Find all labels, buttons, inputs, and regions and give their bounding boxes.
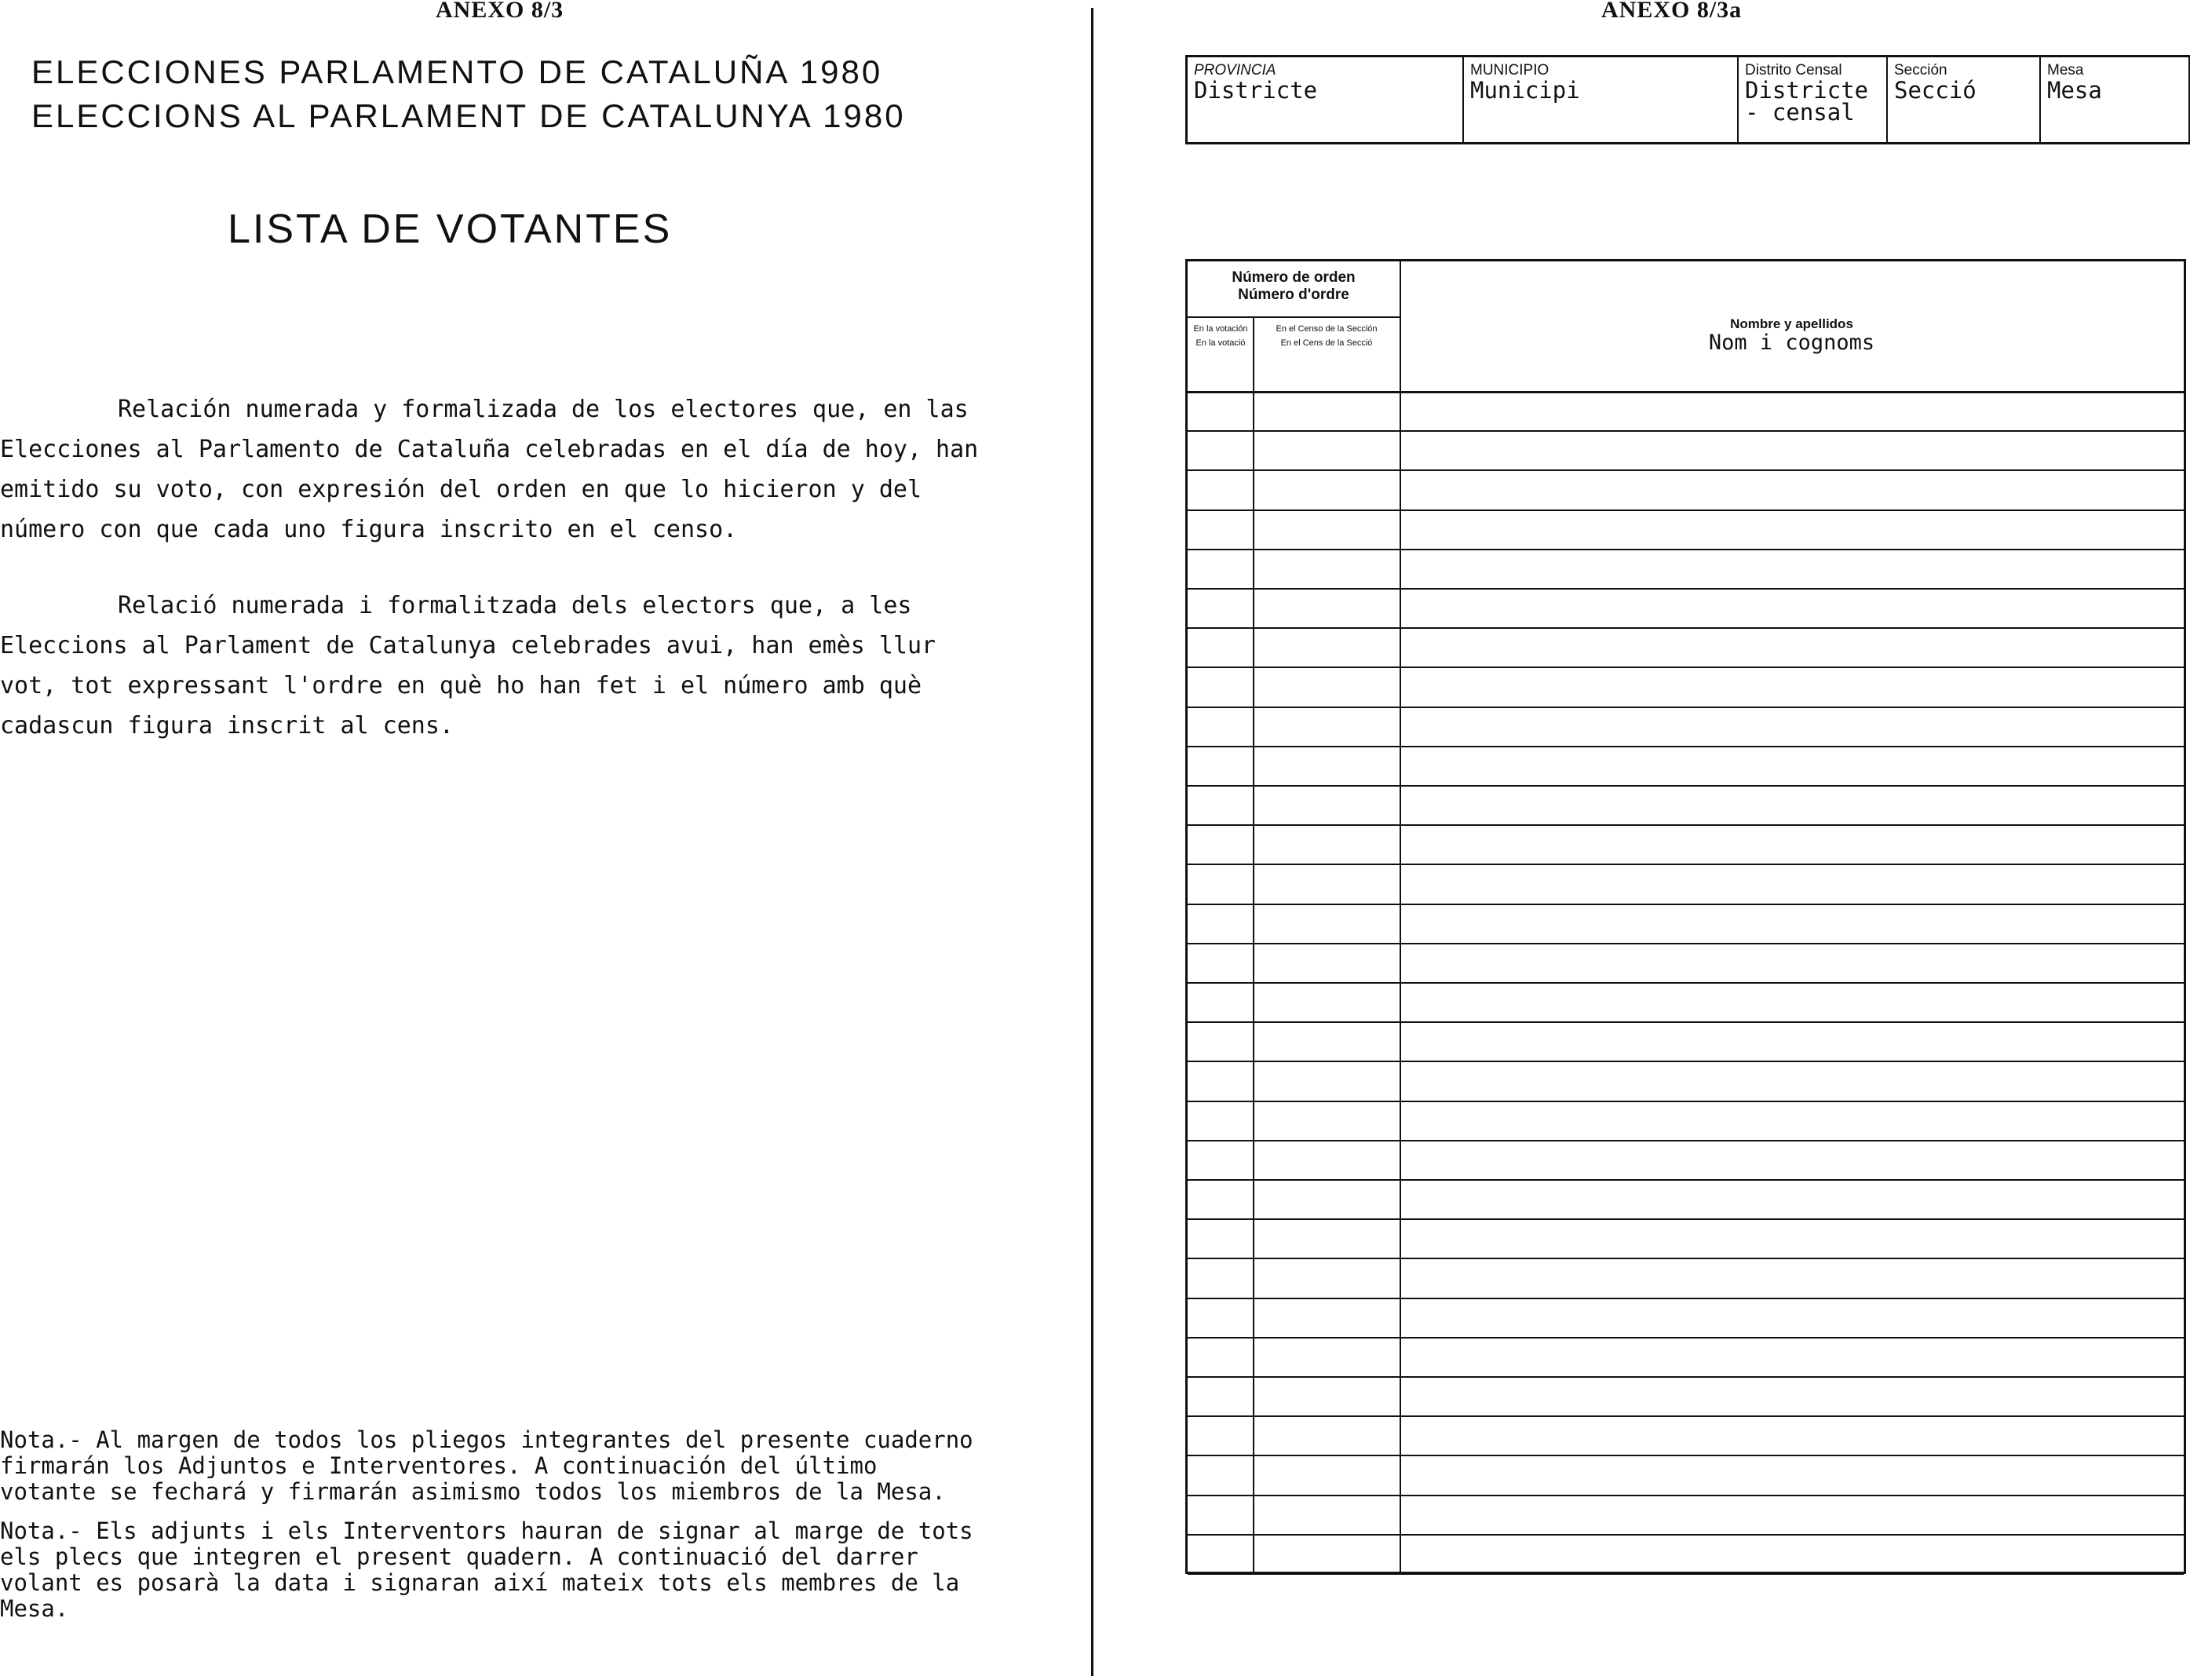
table-row [1188, 1179, 2184, 1181]
table-row [1188, 824, 2184, 826]
sub-census-es: En el Censo de la Sección [1276, 324, 1378, 334]
heading-es: ELECCIONES PARLAMENTO DE CATALUÑA 1980 [31, 53, 883, 90]
field-distrito-censal[interactable] [1737, 57, 1886, 142]
field-municipio-label: MUNICIPIO [1470, 62, 1549, 79]
voter-list-table [1185, 259, 2186, 1574]
field-municipio[interactable] [1462, 57, 1737, 142]
table-row [1188, 627, 2184, 629]
table-row [1188, 1415, 2184, 1417]
column-divider-name [1400, 261, 1401, 1572]
header-fields-box [1185, 55, 2190, 144]
table-row [1188, 1021, 2184, 1023]
table-row [1188, 864, 2184, 865]
table-row [1188, 1573, 2184, 1575]
list-title: LISTA DE VOTANTES [228, 206, 673, 252]
sub-vote-es: En la votación [1193, 324, 1248, 334]
header-bottom-line [1188, 391, 2184, 393]
field-distrito-label: Distrito Censal [1745, 62, 1842, 79]
note-ca: Nota.- Els adjunts i els Interventors hauran de signar al marge de tots els plecs que integren el present quadern. A continuació del darrer volant es posarà la data i signaran així mateix tots els membres de la Mesa. [0, 1517, 973, 1622]
heading-ca: ELECCIONS AL PARLAMENT DE CATALUNYA 1980 [31, 97, 906, 134]
field-mesa-label: Mesa [2047, 62, 2084, 79]
table-row [1188, 1376, 2184, 1378]
table-row [1188, 1455, 2184, 1456]
field-provincia-value: Districte [1194, 77, 1318, 104]
paragraph-ca-block [0, 586, 985, 746]
table-row [1188, 707, 2184, 708]
page-divider [1091, 8, 1093, 1676]
field-provincia-label: PROVINCIA [1194, 62, 1276, 79]
order-header-ca: Número d'ordre [1238, 287, 1349, 303]
field-seccion[interactable] [1886, 57, 2039, 142]
paragraph-ca: Relació numerada i formalitzada dels electors que, a les Eleccions al Parlament de Catalunya celebrades avui, han emès llur vot, tot expressant l'ordre en què ho han fet i el número amb què cadascun figura inscrit al cens. [0, 592, 936, 740]
table-row [1188, 1258, 2184, 1259]
table-row [1188, 509, 2184, 511]
name-header-es: Nombre y apellidos [1730, 316, 1853, 331]
name-header-ca: Nom i cognoms [1708, 331, 1875, 355]
order-subheader-line [1188, 316, 1400, 318]
table-row [1188, 746, 2184, 747]
paragraph-es-block [0, 389, 985, 550]
right-annex-label: ANEXO 8/3a [1601, 0, 1743, 23]
table-row [1188, 1140, 2184, 1141]
table-row [1188, 982, 2184, 984]
table-row [1188, 1101, 2184, 1102]
order-header-es: Número de orden [1232, 269, 1356, 286]
field-seccion-label: Sección [1894, 62, 1947, 79]
table-row [1188, 667, 2184, 668]
table-row [1188, 1218, 2184, 1220]
field-provincia[interactable] [1188, 57, 1462, 142]
sub-header-vote [1189, 324, 1252, 348]
sub-header-census [1255, 324, 1398, 348]
sub-census-ca: En el Cens de la Secció [1280, 338, 1373, 348]
field-municipio-value: Municipi [1470, 77, 1580, 104]
table-row [1188, 943, 2184, 944]
field-seccion-value: Secció [1894, 77, 1976, 104]
table-row [1188, 588, 2184, 590]
table-row [1188, 785, 2184, 787]
left-annex-label: ANEXO 8/3 [436, 0, 564, 23]
paragraph-es: Relación numerada y formalizada de los electores que, en las Elecciones al Parlamento de Cataluña celebradas en el día de hoy, han emitido su voto, con expresión del orden en que lo hicieron y del número con que cada uno figura inscrito en el censo. [0, 396, 979, 543]
note-es: Nota.- Al margen de todos los pliegos integrantes del presente cuaderno firmarán los Adjuntos e Interventores. A continuación del último votante se fechará y firmarán asimismo todos los miembros de la Mesa. [0, 1426, 973, 1505]
field-distrito-value: Districte - censal [1745, 77, 1869, 126]
table-row [1188, 1337, 2184, 1339]
table-row [1188, 430, 2184, 432]
table-row [1188, 904, 2184, 905]
name-header [1400, 316, 2184, 354]
field-mesa-value: Mesa [2047, 77, 2102, 104]
order-number-header [1188, 269, 1400, 304]
table-row [1188, 1061, 2184, 1062]
table-row [1188, 1298, 2184, 1299]
note-ca-block [0, 1518, 985, 1622]
field-mesa[interactable] [2039, 57, 2188, 142]
table-row [1188, 469, 2184, 471]
sub-vote-ca: En la votació [1195, 338, 1246, 348]
note-es-block [0, 1427, 985, 1505]
table-row [1188, 1534, 2184, 1536]
table-row [1188, 549, 2184, 550]
table-row [1188, 1495, 2184, 1496]
